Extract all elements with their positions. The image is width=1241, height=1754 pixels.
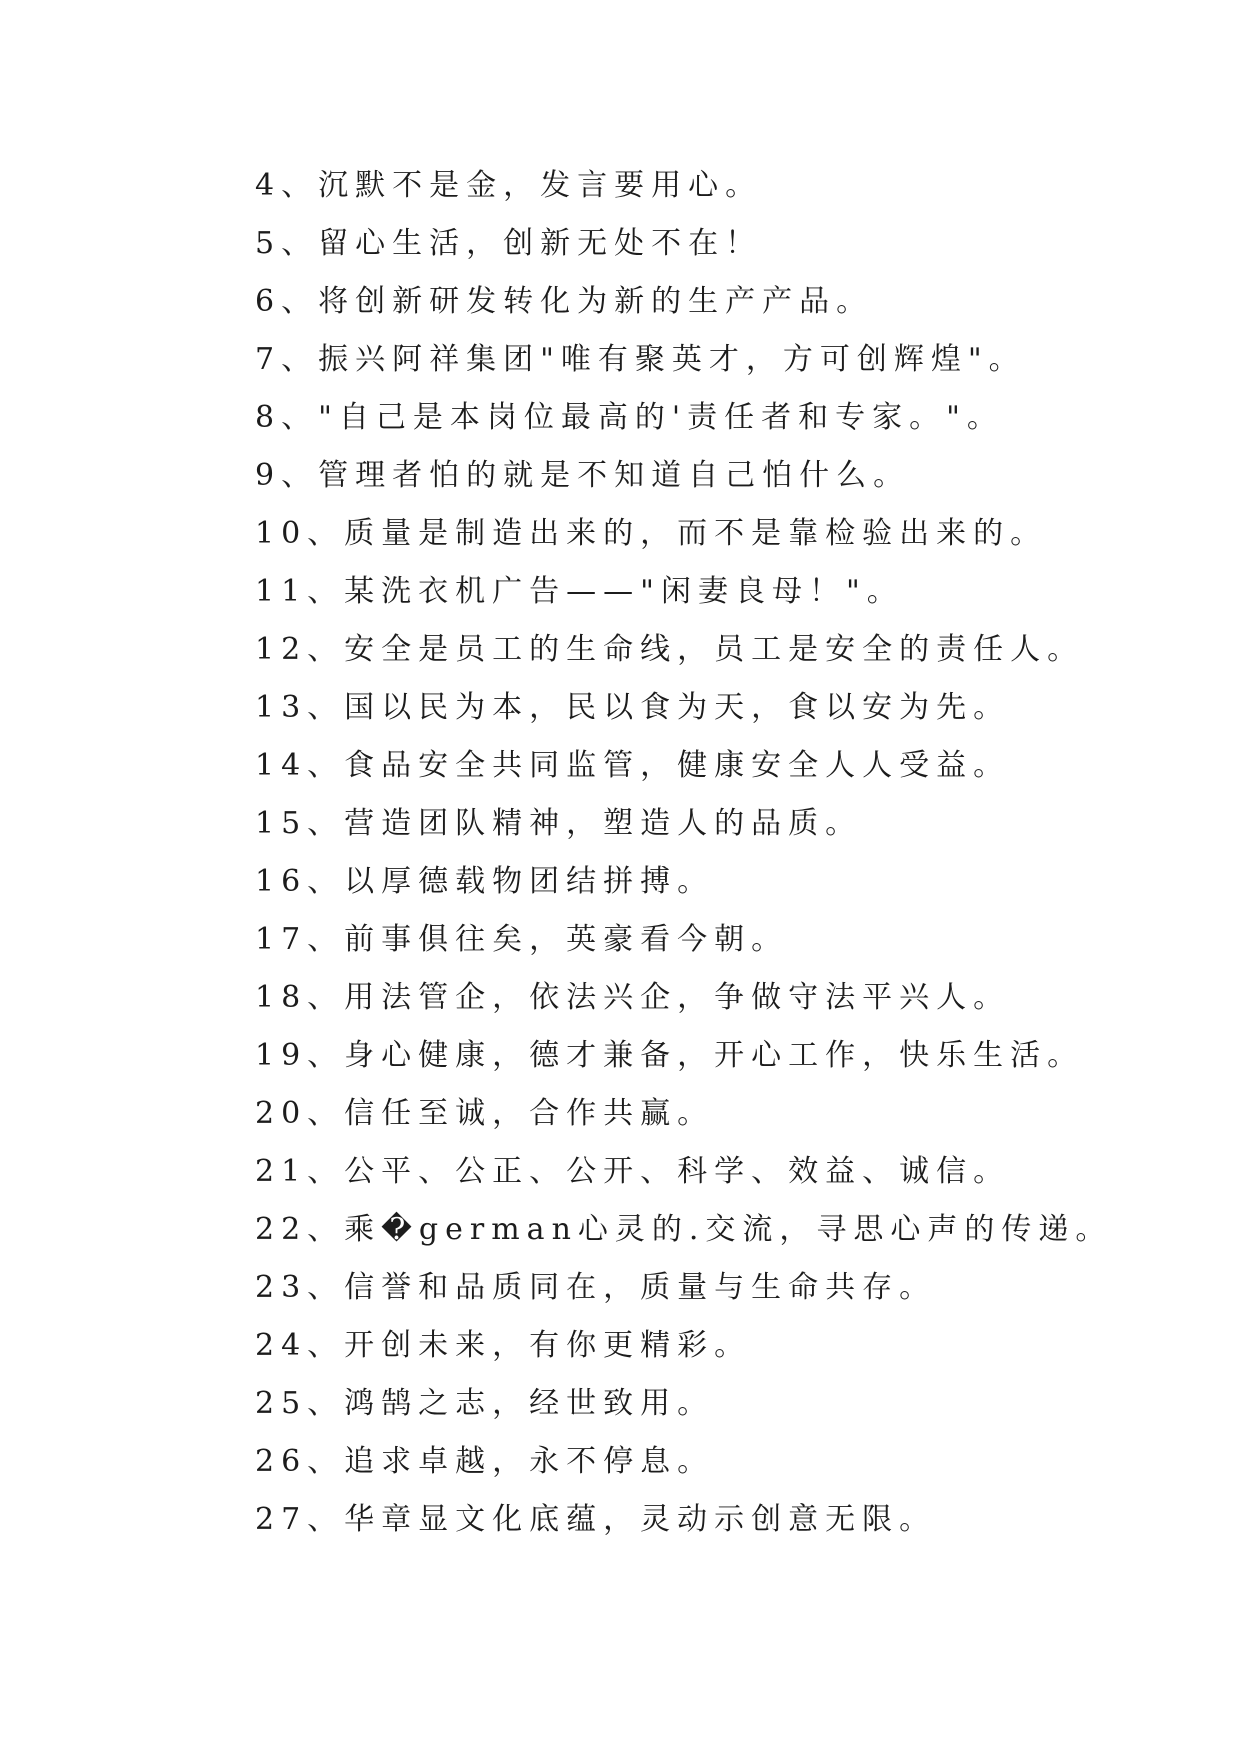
list-item: 16、以厚德载物团结拼搏。 [255, 864, 715, 899]
list-item: 7、振兴阿祥集团"唯有聚英才，方可创辉煌"。 [255, 342, 1026, 377]
list-item: 22、乘�german心灵的.交流，寻思心声的传递。 [255, 1212, 1113, 1247]
list-item: 27、华章显文化底蕴，灵动示创意无限。 [255, 1502, 937, 1537]
list-item: 14、食品安全共同监管，健康安全人人受益。 [255, 748, 1011, 783]
list-item: 26、追求卓越，永不停息。 [255, 1444, 715, 1479]
list-item: 21、公平、公正、公开、科学、效益、诚信。 [255, 1154, 1011, 1189]
list-item: 6、将创新研发转化为新的生产产品。 [255, 284, 874, 319]
list-item: 8、"自己是本岗位最高的'责任者和专家。"。 [255, 400, 1004, 435]
list-item: 15、营造团队精神，塑造人的品质。 [255, 806, 863, 841]
list-item: 9、管理者怕的就是不知道自己怕什么。 [255, 458, 911, 493]
list-item: 20、信任至诚，合作共赢。 [255, 1096, 715, 1131]
list-item: 17、前事俱往矣，英豪看今朝。 [255, 922, 789, 957]
slogan-list [255, 157, 1185, 1549]
list-item: 13、国以民为本，民以食为天，食以安为先。 [255, 690, 1011, 725]
list-item: 19、身心健康，德才兼备，开心工作，快乐生活。 [255, 1038, 1085, 1073]
list-item: 12、安全是员工的生命线，员工是安全的责任人。 [255, 632, 1085, 667]
list-item: 24、开创未来，有你更精彩。 [255, 1328, 752, 1363]
list-item: 23、信誉和品质同在，质量与生命共存。 [255, 1270, 937, 1305]
list-item: 5、留心生活，创新无处不在！ [255, 226, 763, 261]
list-item: 25、鸿鹄之志，经世致用。 [255, 1386, 715, 1421]
list-item: 18、用法管企，依法兴企，争做守法平兴人。 [255, 980, 1011, 1015]
list-item: 10、质量是制造出来的，而不是靠检验出来的。 [255, 516, 1048, 551]
list-item: 11、某洗衣机广告——"闲妻良母！"。 [255, 574, 904, 609]
list-item: 4、沉默不是金，发言要用心。 [255, 168, 763, 203]
